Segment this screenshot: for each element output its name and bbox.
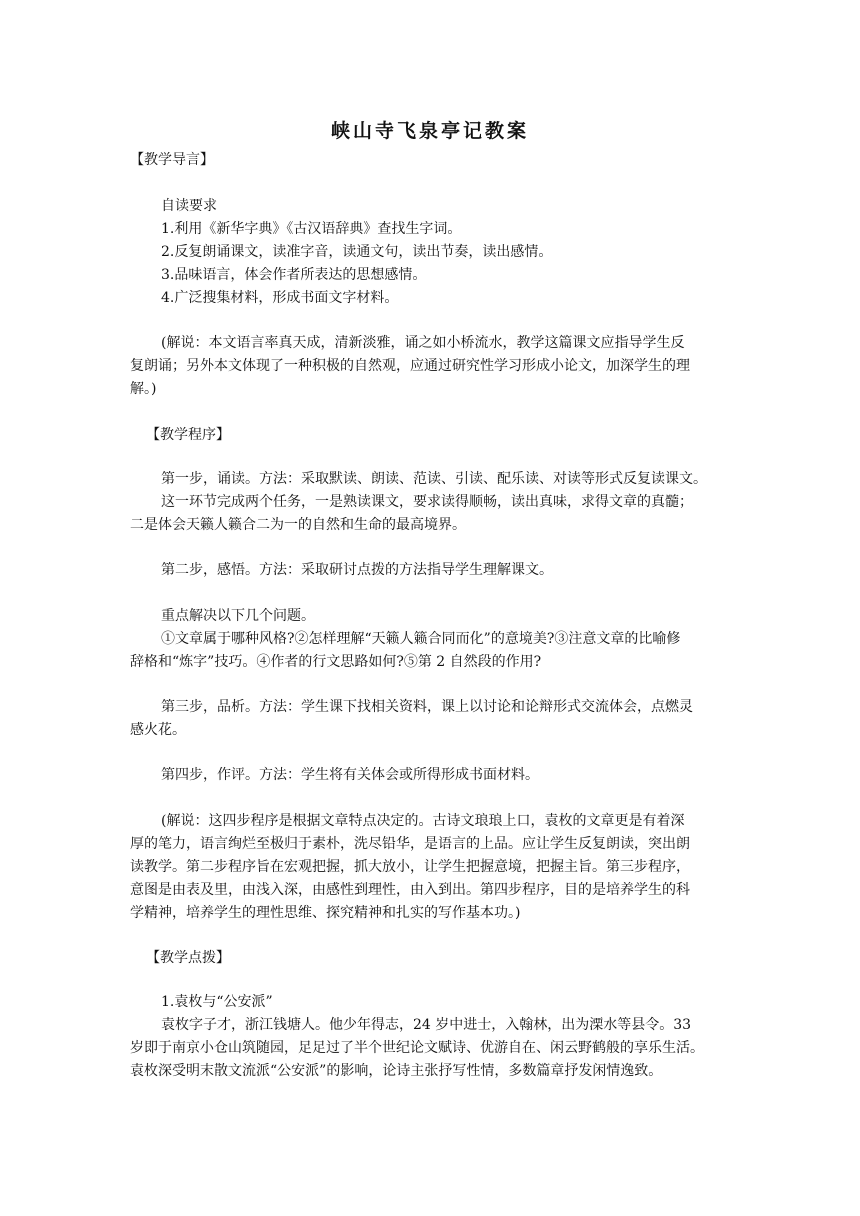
yuanmei-line: 岁即于南京小仓山筑随园，足足过了半个世纪论文赋诗、优游自在、闲云野鹤般的享乐生活。	[130, 1040, 704, 1056]
subsection-title: 1.袁枚与“公安派”	[161, 994, 273, 1010]
selfread-item: 2.反复朗诵课文，读准字音，读通文句，读出节奏，读出感情。	[161, 244, 553, 260]
key-points-line: 重点解决以下几个问题。	[161, 608, 315, 624]
document-title: 峡山寺飞泉亭记教案	[330, 120, 529, 142]
note-paragraph-line: 意图是由表及里，由浅入深，由感性到理性，由入到出。第四步程序，目的是培养学生的科	[130, 882, 690, 898]
key-points-line: 辞格和“炼字”技巧。④作者的行文思路如何?⑤第 2 自然段的作用?	[130, 654, 542, 670]
selfread-item: 4.广泛搜集材料，形成书面文字材料。	[161, 290, 399, 306]
selfread-item: 1.利用《新华字典》《古汉语辞典》查找生字词。	[161, 221, 462, 237]
note-paragraph-line: 读教学。第二步程序旨在宏观把握，抓大放小，让学生把握意境，把握主旨。第三步程序，	[130, 859, 690, 875]
step3-line: 第三步，品析。方法：学生课下找相关资料，课上以讨论和论辩形式交流体会，点燃灵	[161, 699, 693, 715]
step2-line: 第二步，感悟。方法：采取研讨点拨的方法指导学生理解课文。	[161, 562, 553, 578]
section-heading-procedure: 【教学程序】	[146, 427, 230, 443]
section-heading-intro: 【教学导言】	[130, 152, 214, 168]
step4-line: 第四步，作评。方法：学生将有关体会或所得形成书面材料。	[161, 767, 539, 783]
note-paragraph-line: 厚的笔力，语言绚烂至极归于素朴，洗尽铅华，是语言的上品。应让学生反复朗读，突出朗	[130, 836, 690, 852]
step1-line: 这一环节完成两个任务，一是熟读课文，要求读得顺畅，读出真味，求得文章的真髓；	[161, 494, 693, 510]
note-paragraph-line: 复朗诵；另外本文体现了一种积极的自然观，应通过研究性学习形成小论文，加深学生的理	[130, 358, 690, 374]
section-heading-guidance: 【教学点拨】	[146, 950, 230, 966]
step1-line: 二是体会天籁人籁合二为一的自然和生命的最高境界。	[130, 517, 466, 533]
step3-line: 感火花。	[130, 722, 186, 738]
note-paragraph-line: 解。)	[130, 381, 157, 397]
note-paragraph-line: 学精神，培养学生的理性思维、探究精神和扎实的写作基本功。)	[130, 905, 521, 921]
selfread-item: 3.品味语言，体会作者所表达的思想感情。	[161, 267, 427, 283]
step1-line: 第一步，诵读。方法：采取默读、朗读、范读、引读、配乐读、对读等形式反复读课文。	[161, 471, 707, 487]
key-points-line: ①文章属于哪种风格?②怎样理解“天籁人籁合同而化”的意境美?③注意文章的比喻修	[161, 631, 681, 647]
yuanmei-line: 袁枚字子才，浙江钱塘人。他少年得志，24 岁中进士，入翰林，出为溧水等县令。33	[161, 1017, 692, 1033]
note-paragraph-line: (解说：这四步程序是根据文章特点决定的。古诗文琅琅上口，袁枚的文章更是有着深	[161, 813, 685, 829]
yuanmei-line: 袁枚深受明末散文流派“公安派”的影响，论诗主张抒写性情，多数篇章抒发闲情逸致。	[130, 1063, 663, 1079]
note-paragraph-line: (解说：本文语言率真天成，清新淡雅，诵之如小桥流水，教学这篇课文应指导学生反	[161, 335, 685, 351]
selfread-title: 自读要求	[161, 198, 217, 214]
